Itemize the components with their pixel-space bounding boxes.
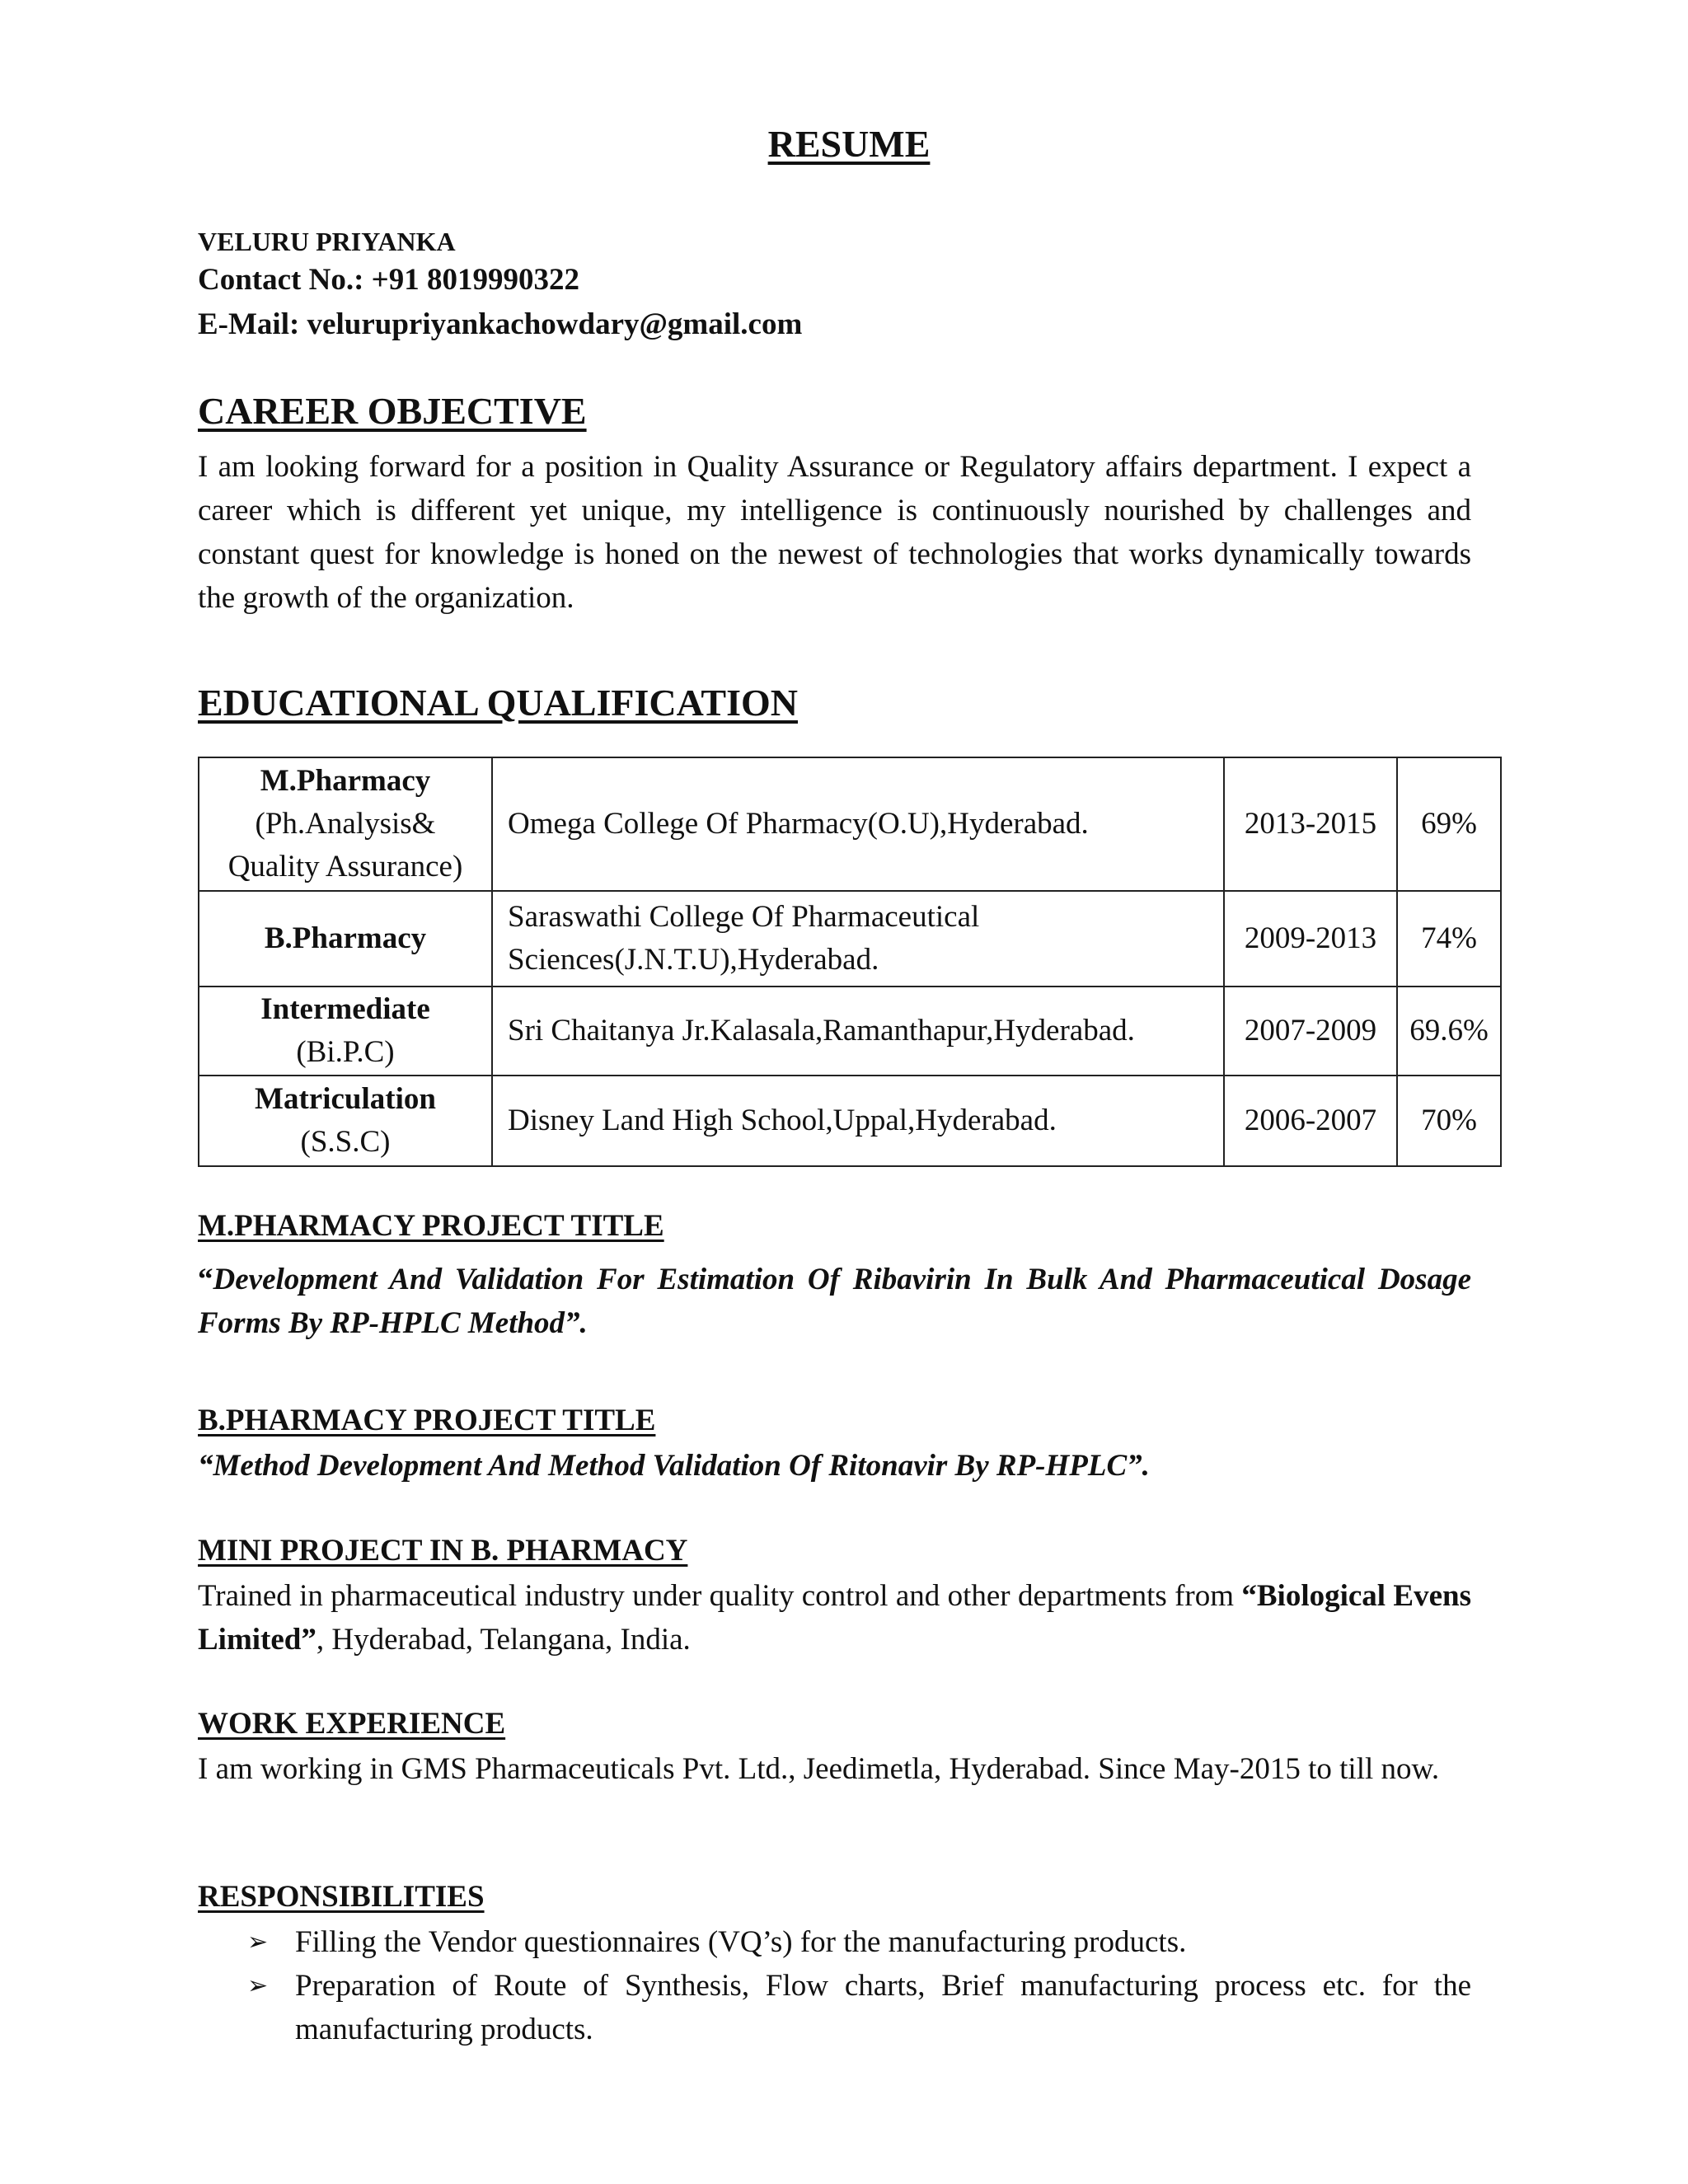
degree-cell: B.Pharmacy xyxy=(199,891,492,987)
degree-cell: Intermediate (Bi.P.C) xyxy=(199,987,492,1076)
arrow-bullet-icon: ➢ xyxy=(247,1971,269,2000)
table-row xyxy=(199,1076,1501,1166)
percent-cell: 70% xyxy=(1397,1076,1501,1166)
education-heading: EDUCATIONAL QUALIFICATION xyxy=(198,682,799,724)
years-cell: 2006-2007 xyxy=(1224,1076,1397,1166)
degree-cell: Matriculation (S.S.C) xyxy=(199,1076,492,1166)
education-table xyxy=(198,757,1502,1167)
candidate-name: VELURU PRIYANKA xyxy=(198,227,456,256)
percent-cell: 74% xyxy=(1397,891,1501,987)
institution-cell: Sri Chaitanya Jr.Kalasala,Ramanthapur,Hyderabad. xyxy=(492,987,1224,1076)
page-title: RESUME xyxy=(767,123,931,165)
list-item: ➢ Preparation of Route of Synthesis, Flow charts, Brief manufacturing process etc. for the manufacturing products. xyxy=(247,1964,1471,2051)
work-experience-heading: WORK EXPERIENCE xyxy=(198,1707,506,1741)
institution-cell: Omega College Of Pharmacy(O.U),Hyderabad. xyxy=(492,757,1224,891)
years-cell: 2009-2013 xyxy=(1224,891,1397,987)
email-address: E-Mail: velurupriyankachowdary@gmail.com xyxy=(198,307,803,341)
table-row xyxy=(199,757,1501,891)
contact-number: Contact No.: +91 8019990322 xyxy=(198,263,579,297)
years-cell: 2007-2009 xyxy=(1224,987,1397,1076)
work-experience-text: I am working in GMS Pharmaceuticals Pvt. Ltd., Jeedimetla, Hyderabad. Since May-2015 to till now. xyxy=(198,1752,1440,1786)
percent-cell: 69% xyxy=(1397,757,1501,891)
table-row xyxy=(199,891,1501,987)
table-row xyxy=(199,987,1501,1076)
institution-cell: Disney Land High School,Uppal,Hyderabad. xyxy=(492,1076,1224,1166)
bpharm-project-heading: B.PHARMACY PROJECT TITLE xyxy=(198,1404,656,1437)
responsibilities-list xyxy=(247,1920,1471,2051)
mpharm-project-title: “Development And Validation For Estimation Of Ribavirin In Bulk And Pharmaceutical Dosage Forms By RP-HPLC Method”. xyxy=(198,1263,1471,1340)
institution-cell: Saraswathi College Of Pharmaceutical Sciences(J.N.T.U),Hyderabad. xyxy=(492,891,1224,987)
percent-cell: 69.6% xyxy=(1397,987,1501,1076)
degree-cell: M.Pharmacy (Ph.Analysis& Quality Assurance) xyxy=(199,757,492,891)
mini-project-heading: MINI PROJECT IN B. PHARMACY xyxy=(198,1534,688,1568)
list-item: ➢ Filling the Vendor questionnaires (VQ’s) for the manufacturing products. xyxy=(247,1920,1471,1964)
bpharm-project-title: “Method Development And Method Validation Of Ritonavir By RP-HPLC”. xyxy=(198,1449,1150,1483)
career-objective-text: I am looking forward for a position in Quality Assurance or Regulatory affairs department. I expect a career which is different yet unique, my intelligence is continuously nourished by challenges and constant quest for knowledge is honed on the newest of technologies that works dynamically towards the growth of the organization. xyxy=(198,450,1471,615)
responsibilities-heading: RESPONSIBILITIES xyxy=(198,1880,485,1914)
mini-project-text: Trained in pharmaceutical industry under quality control and other departments from “Biological Evens Limited”, Hyderabad, Telangana, India. xyxy=(198,1579,1471,1657)
career-objective-heading: CAREER OBJECTIVE xyxy=(198,390,587,432)
years-cell: 2013-2015 xyxy=(1224,757,1397,891)
arrow-bullet-icon: ➢ xyxy=(247,1928,269,1957)
mpharm-project-heading: M.PHARMACY PROJECT TITLE xyxy=(198,1209,664,1243)
